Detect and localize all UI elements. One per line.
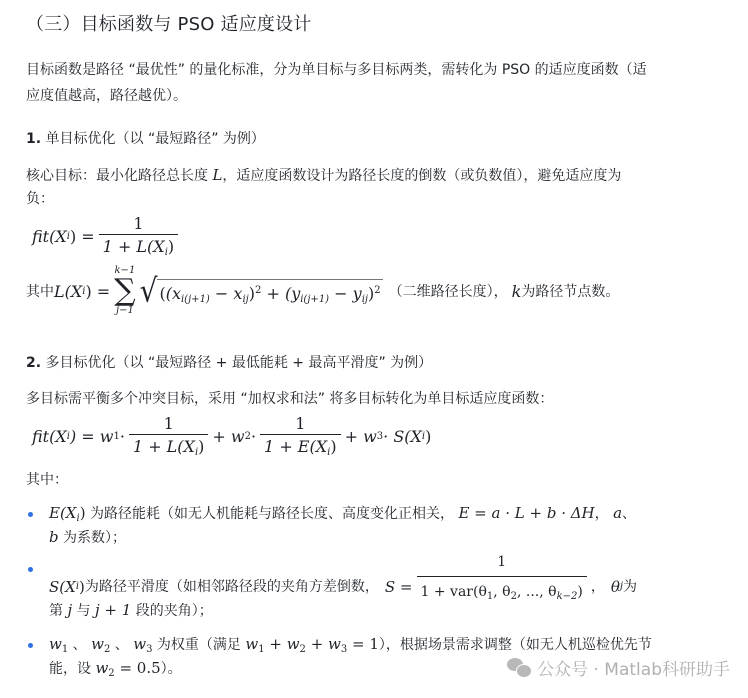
wechat-icon [507,658,531,678]
math-j: j [67,601,73,619]
sep: 、 [622,506,637,522]
text: ）。 [160,661,182,677]
sup: 2 [255,285,262,296]
intro-line-2: 应度值越高，路径越优）。 [26,88,187,104]
multi-objective-desc: 多目标需平衡多个冲突目标，采用 “加权求和法” 将多目标转化为单目标适应度函数： [26,391,554,407]
formula-lhs: L(X [54,281,83,301]
fraction-numerator: 1 [133,214,144,233]
x-term: (x [165,284,181,303]
sub: 1 [113,430,120,442]
den-sub: i [164,247,168,258]
subsection-2-title [26,352,432,374]
x-term: − x [209,284,243,303]
sub: i(j+1) [300,294,330,305]
core-goal-prefix: 核心目标：最小化路径总长度 [26,168,213,184]
bullet-text: 为路径能耗（如无人机能耗与路径长度、高度变化正相关， [85,506,454,522]
math-w: w [328,635,341,653]
sub: i [421,430,426,442]
where-label: 其中： [26,472,68,488]
bullet-text: ），根据场景需求调整（如无人机巡检优先节 [378,637,652,653]
subsection-title-text: 单目标优化（以 “最短路径” 为例） [41,131,265,147]
S-eq: S = [384,577,413,596]
sub: 2 [510,591,517,602]
sub: j [619,580,623,592]
subsection-title-text: 多目标优化（以 “最短路径 + 最低能耗 + 最高平滑度” 为例） [41,355,433,371]
bullet-text: 为权重（满足 [152,637,246,653]
sub: 2 [244,430,251,442]
subsection-number: 2. [26,355,42,371]
sub: 1 [486,591,494,602]
tail: · S(X [383,426,422,446]
sub: 1 [61,644,69,655]
summation [114,266,135,316]
watermark-text: 公众号 · Matlab科研助手 [537,660,730,680]
section-heading: （三）目标函数与 PSO 适应度设计 [26,14,312,35]
tail-close: ) [425,426,432,446]
dot: · [119,426,125,446]
sum-lower: j−1 [115,305,134,316]
bullet-energy-line-1 [49,500,636,532]
formula-eq: ) = [85,281,111,301]
paren: ) [79,504,86,522]
sub: ij [242,294,249,305]
core-goal-line-2: 负： [26,191,54,207]
den-close: ) [330,437,337,456]
paren: ) [248,284,255,303]
fraction [99,214,178,258]
radical-symbol: √ [139,271,158,310]
note-text: （二维路径长度）， [388,284,508,300]
sub: 3 [340,644,348,655]
bullet-dot [28,643,33,648]
paren: ) [368,284,375,303]
fraction-denominator [99,234,178,258]
fraction-numerator: 1 [497,554,507,570]
bullet-text: 为系数）； [58,530,127,546]
math-w: w [245,635,259,653]
sup: 2 [374,285,381,296]
y-term: + (y [261,284,301,303]
sub: 2 [299,644,306,655]
bullet-weights-line-1: $w_1$ 、 $w_2$ 、 $w_3$ 为权重（满足 $w_1 + w_2 + w_3 = 1$），根据场景需求调整（如无人机巡检优先节 [49,635,652,655]
text: 第 [49,603,68,619]
den-text: 1 + L(X [102,237,165,256]
text: 与 [72,603,96,619]
fraction-E [260,414,341,458]
watermark [507,655,730,680]
sub: 2 [108,668,115,679]
sub: i [66,430,70,442]
math-w: w [91,635,104,653]
formula-sub: i [82,285,86,297]
math-w: w [286,635,300,653]
sub: i [76,513,80,524]
sub: 3 [146,644,153,655]
bullet-dot [28,512,33,517]
math-j-plus-1: j + 1 [95,601,132,619]
suffix-text: 为路径节点数。 [521,284,620,300]
sub: 3 [376,430,384,442]
den-text: , θ [493,584,511,600]
math-w: w [133,635,147,653]
formula-sub: i [66,230,70,242]
eq-half: = 0.5 [114,659,161,677]
plus-w2: + w [212,426,245,446]
fraction-denominator [129,434,208,458]
math-var-a: a [613,504,623,522]
plus-w3: + w [344,426,377,446]
text: 能，设 [49,661,96,677]
den-close: ) [198,437,205,456]
sum-upper: k−1 [114,265,136,276]
comma: ， [590,578,605,595]
math-var-k: k [511,281,522,301]
core-goal-line-1 [26,163,621,188]
den-close: ) [167,237,175,256]
sep: 、 [110,637,134,653]
math-var-b: b [49,528,59,546]
den-text: 1 + E(X [264,437,328,456]
paren: ) [79,577,85,596]
sub: i [327,447,331,458]
den-text: 1 + L(X [132,437,195,456]
math-var-L: L [212,166,223,184]
formula-lhs: fit(X [32,226,67,246]
sub: i(j+1) [180,294,210,305]
subsection-number: 1. [26,131,42,147]
sub: i [75,580,80,592]
bullet-energy-line-2 [49,524,126,551]
den-text: 1 + var(θ [420,584,487,600]
text: 段的夹角）； [131,603,213,619]
fraction-denominator [417,576,587,610]
bullet-weights-line-2 [49,655,182,687]
math-w: w [95,659,109,677]
sub: i [194,447,199,458]
bullet-text: 为 [623,578,637,595]
formula-lhs: fit(X [32,426,67,446]
dot: · [250,426,257,446]
fraction-L [129,414,208,458]
formula-path-length [26,266,619,316]
math-S: S(X [49,577,76,596]
formula-fit-multi [32,414,431,458]
eq-one: = 1 [347,635,379,653]
fraction-numerator: 1 [163,414,174,433]
sigma-symbol: ∑ [114,273,136,308]
fraction-numerator: 1 [295,414,306,433]
subsection-1-title [26,128,265,150]
y-term: − y [329,284,362,303]
den-text: , ..., θ [516,584,557,600]
comma: ， [594,506,609,522]
sub: ij [361,294,369,305]
formula-fit-single [32,214,182,258]
sub: 2 [103,644,111,655]
sep: 、 [68,637,92,653]
math-E: E(X [49,504,77,522]
sqrt-body: ($(x_{i(j+1)} - x_{ij})^2 + (y_{i(j+1)} - y_{ij})^2$ [157,279,382,305]
math-theta: θ [610,577,620,596]
fraction-denominator [260,434,341,458]
sub: k−2 [556,591,578,602]
formula-eq: ) = [69,226,95,246]
sub: 1 [258,644,265,655]
bullet-text: 为路径平滑度（如相邻路径段的夹角方差倒数， [84,578,379,595]
den-close: ) [577,584,583,600]
core-goal-suffix: ，适应度函数设计为路径长度的倒数（或负数值），避免适应度为 [222,168,622,184]
smoothness-fraction [417,549,587,610]
bullet-smoothness-line-2 [49,597,213,624]
energy-formula: E = a · L + b · ΔH [458,504,595,522]
prefix-text: 其中 [26,284,54,300]
intro-line-1: 目标函数是路径 “最优性” 的量化标准，分为单目标与多目标两类，需转化为 PSO 的适应度函数（适 [26,62,647,78]
eq-w1: ) = w [69,426,114,446]
math-w: w [49,635,62,653]
square-root [139,271,383,310]
bullet-dot [28,567,33,572]
